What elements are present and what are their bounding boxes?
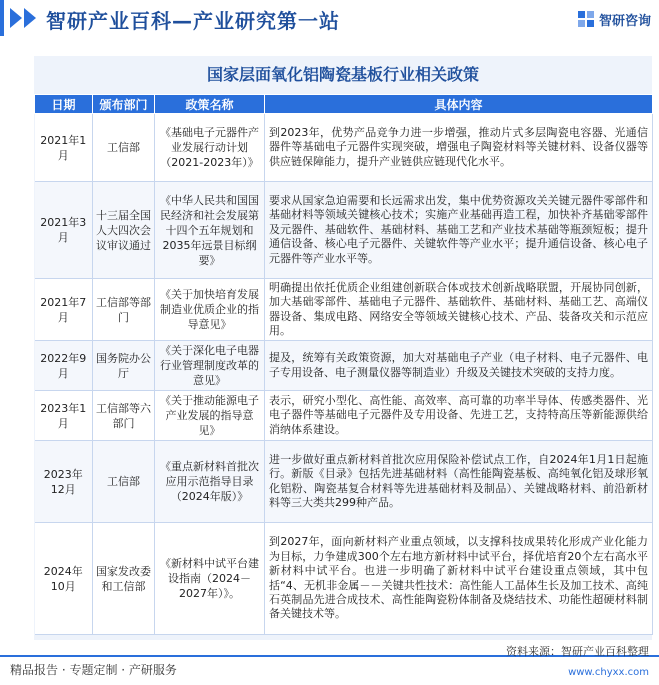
table-title: 国家层面氧化铝陶瓷基板行业相关政策 bbox=[206, 65, 479, 84]
cell-content: 明确提出依托优质企业组建创新联合体或技术创新战略联盟，开展协同创新，加大基础零部件、基础电子元器件、基础软件、基础材料、基础工艺、高端仪器设备、集成电路、网络安全等领域关键核心技术、产品、装备攻关和示范应用。 bbox=[265, 279, 653, 341]
brand-logo[interactable] bbox=[577, 9, 651, 29]
footer-services: 精品报告 · 专题定制 · 产研服务 bbox=[10, 663, 177, 677]
cell-content: 提及，统筹有关政策资源，加大对基础电子产业（电子材料、电子元器件、电子专用设备、电子测量仪器等制造业）升级及关键技术突破的支持力度。 bbox=[265, 341, 653, 391]
cell-policy-name: 《重点新材料首批次应用示范指导目录（2024年版）》 bbox=[155, 441, 265, 523]
cell-date: 2021年1月 bbox=[35, 114, 93, 182]
table-row bbox=[35, 114, 653, 182]
cell-content: 到2027年，面向新材料产业重点领域，以支撑科技成果转化形成产业化能力为目标，力争建成300个左右地方新材料中试平台，择优培育20个左右高水平新材料中试平台。也进一步明确了新材料中试平台建设重点领域，其中包括“4、无机非金属－－关键共性技术：高性能人工晶体生长及加工技术、高纯石英制品先进合成技术、高性能陶瓷粉体制备及烧结技术、功能性超硬材料制备关键技术等。 bbox=[265, 523, 653, 635]
cell-dept: 工信部 bbox=[93, 114, 155, 182]
footer-url[interactable]: www.chyxx.com bbox=[568, 667, 649, 678]
page-footer bbox=[0, 645, 659, 685]
cell-content: 到2023年，优势产品竞争力进一步增强，推动片式多层陶瓷电容器、光通信器件等基础电子元器件实现突破，增强电子陶瓷材料等关键材料、设备仪器等供应链保障能力，提升产业链供应链现代化水平。 bbox=[265, 114, 653, 182]
table-header-row bbox=[35, 95, 653, 114]
column-header-dept: 颁布部门 bbox=[93, 95, 155, 114]
cell-date: 2021年7月 bbox=[35, 279, 93, 341]
cell-dept: 国务院办公厅 bbox=[93, 341, 155, 391]
cell-date: 2023年1月 bbox=[35, 391, 93, 441]
cell-policy-name: 《基础电子元器件产业发展行动计划（2021-2023年）》 bbox=[155, 114, 265, 182]
table-row bbox=[35, 441, 653, 523]
table-row bbox=[35, 279, 653, 341]
table-row bbox=[35, 523, 653, 635]
cell-dept: 十三届全国人大四次会议审议通过 bbox=[93, 182, 155, 279]
cell-date: 2024年10月 bbox=[35, 523, 93, 635]
chevron-right-icon bbox=[24, 8, 36, 28]
cell-date: 2023年12月 bbox=[35, 441, 93, 523]
cell-policy-name: 《关于加快培育发展制造业优质企业的指导意见》 bbox=[155, 279, 265, 341]
table-row bbox=[35, 391, 653, 441]
cell-date: 2022年9月 bbox=[35, 341, 93, 391]
site-header bbox=[0, 0, 659, 36]
cell-policy-name: 《关于推动能源电子产业发展的指导意见》 bbox=[155, 391, 265, 441]
column-header-name: 政策名称 bbox=[155, 95, 265, 114]
column-header-content: 具体内容 bbox=[265, 95, 653, 114]
cell-policy-name: 《新材料中试平台建设指南（2024－2027年）》。 bbox=[155, 523, 265, 635]
cell-content: 进一步做好重点新材料首批次应用保险补偿试点工作，自2024年1月1日起施行。新版《目录》包括先进基础材料（高性能陶瓷基板、高纯氧化铝及球形氧化铝粉、陶瓷基复合材料等先进基础材料及制品）、关键战略材料、前沿新材料等三大类共299种产品。 bbox=[265, 441, 653, 523]
table-row bbox=[35, 341, 653, 391]
header-accent-bar bbox=[0, 0, 4, 36]
cell-dept: 国家发改委和工信部 bbox=[93, 523, 155, 635]
cell-policy-name: 《中华人民共和国国民经济和社会发展第十四个五年规划和2035年远景目标纲要》 bbox=[155, 182, 265, 279]
brand-name: 智研咨询 bbox=[598, 13, 651, 29]
cell-dept: 工信部 bbox=[93, 441, 155, 523]
footer-source: 资料来源：智研产业百科整理 bbox=[506, 645, 649, 658]
cell-dept: 工信部等六部门 bbox=[93, 391, 155, 441]
cell-date: 2021年3月 bbox=[35, 182, 93, 279]
table-row bbox=[35, 182, 653, 279]
column-header-date: 日期 bbox=[35, 95, 93, 114]
brand-logo-icon bbox=[577, 10, 595, 28]
site-title: 智研产业百科—产业研究第一站 bbox=[46, 9, 340, 33]
chevron-right-icon bbox=[10, 8, 22, 28]
cell-content: 表示，研究小型化、高性能、高效率、高可靠的功率半导体、传感类器件、光电子器件等基础电子元器件及专用设备、先进工艺，支持特高压等新能源供给消纳体系建设。 bbox=[265, 391, 653, 441]
cell-policy-name: 《关于深化电子电器行业管理制度改革的意见》 bbox=[155, 341, 265, 391]
cell-content: 要求从国家急迫需要和长远需求出发，集中优势资源攻关关键元器件零部件和基础材料等领域关键核心技术；实施产业基础再造工程，加快补齐基础零部件及元器件、基础软件、基础材料、基础工艺和产业技术基础等瓶颈短板；提升通信设备、核心电子元器件、关键软件等产业水平；提升通信设备、核心电子元器件等产业水平等。 bbox=[265, 182, 653, 279]
cell-dept: 工信部等部门 bbox=[93, 279, 155, 341]
policy-table bbox=[34, 94, 653, 635]
